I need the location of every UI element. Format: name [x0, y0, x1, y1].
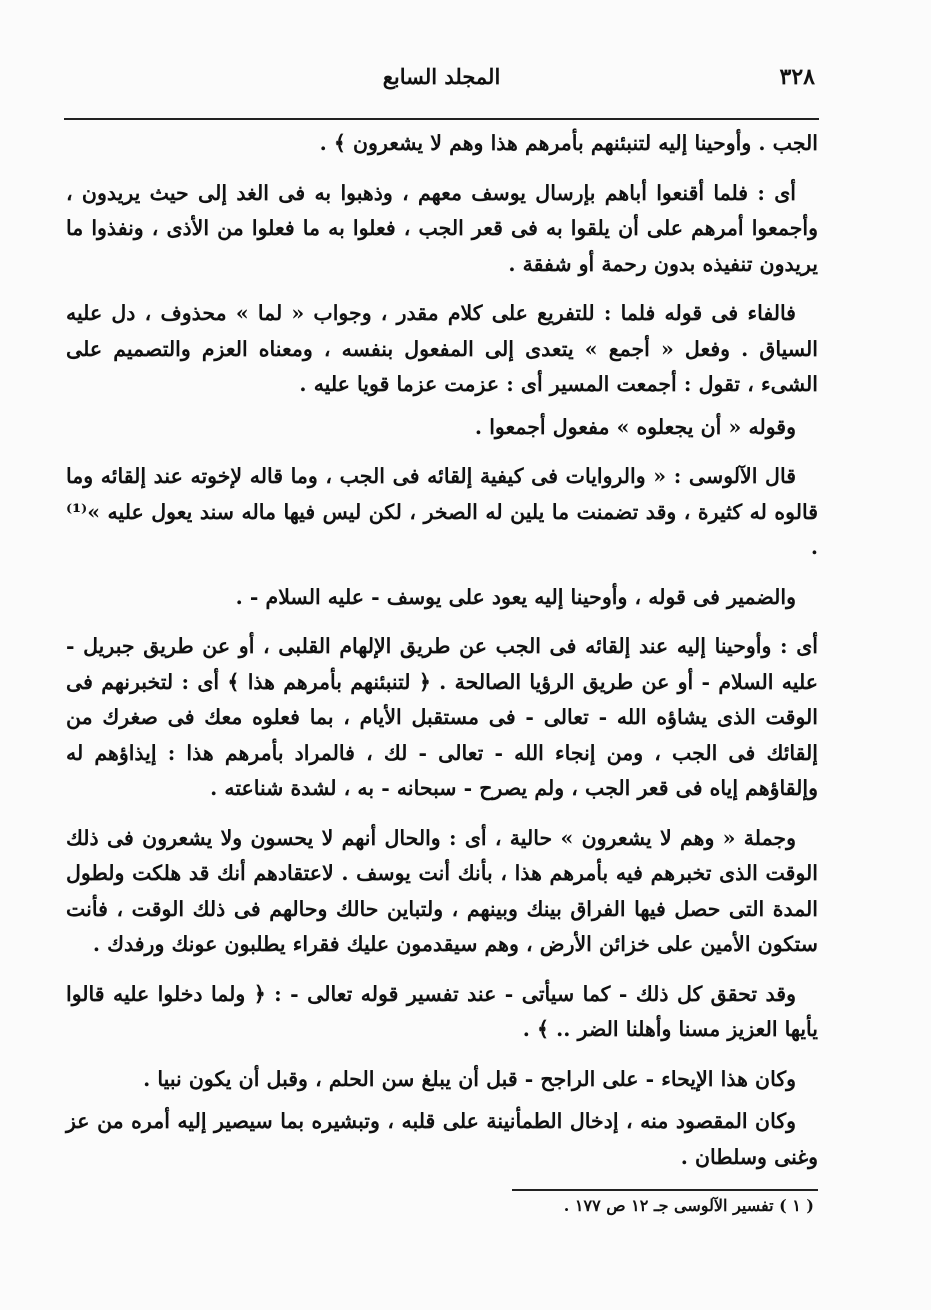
paragraph: وقوله « أن يجعلوه » مفعول أجمعوا .	[474, 414, 796, 439]
paragraph: أى : فلما أقنعوا أباهم بإرسال يوسف معهم ، وذهبوا به فى الغد إلى حيث يريدون ، وأجمعوا أمرهم على أن يلقوا به فى قعر الجب ، فعلوا به ما فعلوا من الأذى ، ونفذوا ما يريدون تنفيذه بدون رحمة أو شفقة .	[66, 180, 818, 276]
header-divider	[64, 118, 819, 120]
page-number: ٣٢٨	[779, 64, 815, 90]
paragraph: وكان المقصود منه ، إدخال الطمأنينة على قلبه ، وتبشيره بما سيصير إليه أمره من عز وغنى وسلطان .	[66, 1109, 818, 1169]
page-header	[64, 64, 819, 104]
paragraph: وكان هذا الإيحاء - على الراجح - قبل أن يبلغ سن الحلم ، وقبل أن يكون نبيا .	[143, 1066, 796, 1091]
footnote: ( ١ ) تفسير الآلوسى جـ ١٢ ص ١٧٧ .	[563, 1196, 814, 1215]
body-text	[66, 126, 818, 1182]
paragraph: فالفاء فى قوله فلما : للتفريع على كلام مقدر ، وجواب « لما » محذوف ، دل عليه السياق . وفعل « أجمع » يتعدى إلى المفعول بنفسه ، ومعناه العزم والتصميم على الشىء ، تقول : أجمعت المسير أى : عزمت عزما قويا عليه .	[66, 301, 818, 396]
paragraph: وقد تحقق كل ذلك - كما سيأتى - عند تفسير قوله تعالى - : ﴿ ولما دخلوا عليه قالوا يأيها العزيز مسنا وأهلنا الضر .. ﴾ .	[66, 981, 818, 1041]
footnote-divider	[512, 1189, 818, 1191]
paragraph: الجب . وأوحينا إليه لتنبئنهم بأمرهم هذا وهم لا يشعرون ﴾ .	[319, 131, 818, 155]
running-title: المجلد السابع	[382, 64, 501, 89]
paragraph: أى : وأوحينا إليه عند إلقائه فى الجب عن طريق الإلهام القلبى ، أو عن طريق جبريل - عليه السلام - أو عن طريق الرؤيا الصالحة . ﴿ لتنبئنهم بأمرهم هذا ﴾ أى : لتخبرنهم فى الوقت الذى يشاؤه الله - تعالى - فى مستقبل الأيام ، بما فعلوه معك فى صغرك من إلقائك فى الجب ، ومن إنجاء الله - تعالى - لك ، فالمراد بأمرهم هذا : إيذاؤهم له وإلقاؤهم إياه فى قعر الجب ، ولم يصرح - سبحانه - به ، لشدة شناعته .	[66, 634, 818, 800]
paragraph: قال الآلوسى : « والروايات فى كيفية إلقائه فى الجب ، وما قاله لإخوته عند إلقائه وما قالوه له كثيرة ، وقد تضمنت ما يلين له الصخر ، لكن ليس فيها ماله سند يعول عليه »⁽¹⁾ .	[66, 464, 818, 559]
paragraph: وجملة « وهم لا يشعرون » حالية ، أى : والحال أنهم لا يحسون ولا يشعرون فى ذلك الوقت الذى تخبرهم فيه بأمرهم هذا ، بأنك أنت يوسف . لاعتقادهم أنك قد هلكت ولطول المدة التى حصل فيها الفراق بينك وبينهم ، ولتباين حالك وحالهم فى ذلك الوقت ، فأنت ستكون الأمين على خزائن الأرض ، وهم سيقدمون عليك فقراء يطلبون عونك ورفدك .	[66, 825, 818, 956]
paragraph: والضمير فى قوله ، وأوحينا إليه يعود على يوسف - عليه السلام - .	[235, 584, 796, 609]
